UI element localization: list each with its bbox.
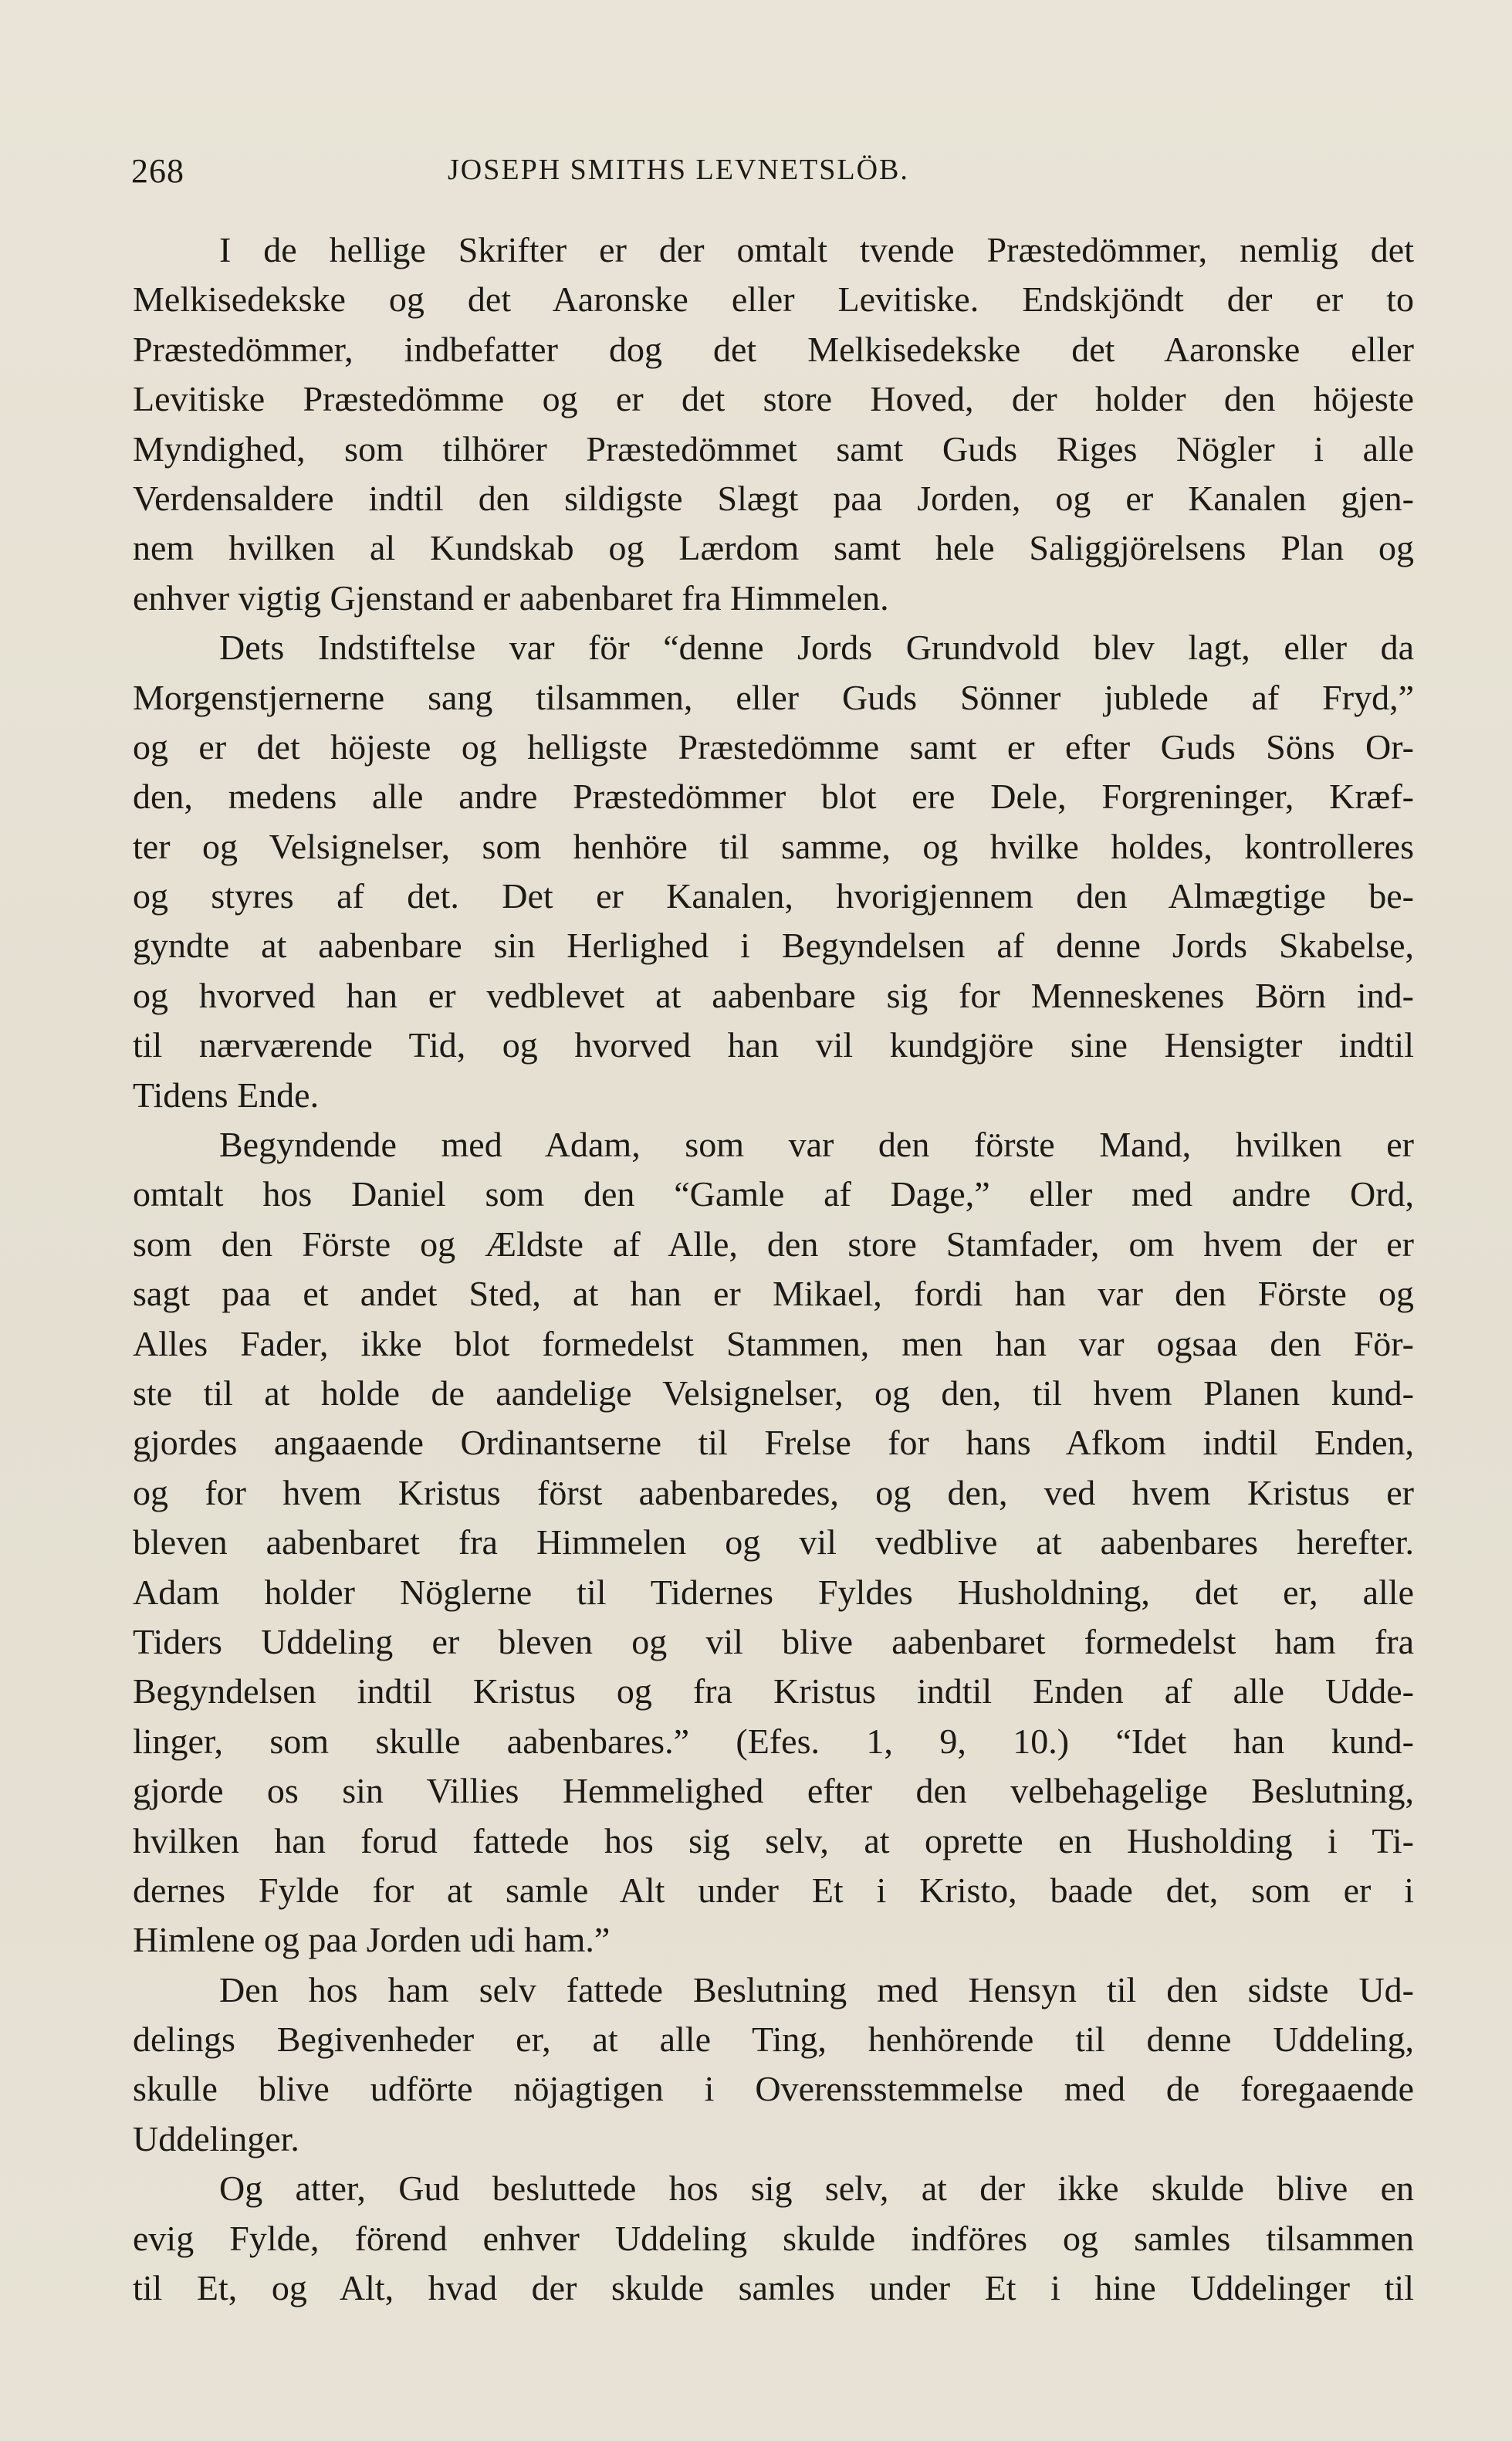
text-line: Himlene og paa Jorden udi ham.” xyxy=(133,1920,611,1960)
page-header xyxy=(131,147,1412,201)
text-line: ste til at holde de aandelige Velsignelser, og den, til hvem Planen kund- xyxy=(133,1373,1414,1413)
text-line: Morgenstjernerne sang tilsammen, eller Guds Sönner jublede af Fryd,” xyxy=(133,677,1414,717)
text-line: og for hvem Kristus först aabenbaredes, og den, ved hvem Kristus er xyxy=(133,1472,1414,1512)
body-text xyxy=(133,225,1414,2313)
text-line: skulle blive udförte nöjagtigen i Overensstemmelse med de foregaaende xyxy=(133,2069,1414,2109)
text-line: Uddelinger. xyxy=(133,2118,299,2158)
text-line: I de hellige Skrifter er der omtalt tvende Præstedömmer, nemlig det xyxy=(219,230,1414,269)
text-line: og hvorved han er vedblevet at aabenbare sig for Menneskenes Börn ind- xyxy=(133,975,1414,1015)
text-line: Verdensaldere indtil den sildigste Slægt paa Jorden, og er Kanalen gjen- xyxy=(133,478,1414,518)
running-title: JOSEPH SMITHS LEVNETSLÖB. xyxy=(448,154,909,186)
text-line: Tiders Uddeling er bleven og vil blive aabenbaret formedelst ham fra xyxy=(133,1621,1414,1661)
text-line: Præstedömmer, indbefatter dog det Melkisedekske det Aaronske eller xyxy=(133,329,1414,369)
text-line: Og atter, Gud besluttede hos sig selv, at der ikke skulde blive en xyxy=(219,2168,1414,2209)
text-line: til Et, og Alt, hvad der skulde samles under Et i hine Uddelinger til xyxy=(133,2268,1414,2308)
page-number: 268 xyxy=(131,152,184,190)
text-line: Begyndende med Adam, som var den förste Mand, hvilken er xyxy=(219,1125,1414,1165)
text-line: evig Fylde, förend enhver Uddeling skulde indföres og samles tilsammen xyxy=(133,2218,1414,2258)
text-line: Myndighed, som tilhörer Præstedömmet samt Guds Riges Nögler i alle xyxy=(133,428,1414,469)
text-line: den, medens alle andre Præstedömmer blot ere Dele, Forgreninger, Kræf- xyxy=(133,777,1414,817)
text-line: nem hvilken al Kundskab og Lærdom samt hele Saliggjörelsens Plan og xyxy=(133,528,1414,568)
text-line: Melkisedekske og det Aaronske eller Levitiske. Endskjöndt der er to xyxy=(133,279,1414,320)
text-line: og styres af det. Det er Kanalen, hvorigjennem den Almægtige be- xyxy=(133,876,1414,916)
text-line: hvilken han forud fattede hos sig selv, at oprette en Husholding i Ti- xyxy=(133,1820,1414,1860)
text-line: Begyndelsen indtil Kristus og fra Kristus indtil Enden af alle Udde- xyxy=(133,1671,1414,1711)
text-line: bleven aabenbaret fra Himmelen og vil vedblive at aabenbares herefter. xyxy=(133,1522,1414,1562)
text-line: til nærværende Tid, og hvorved han vil kundgjöre sine Hensigter indtil xyxy=(133,1025,1414,1065)
text-line: Dets Indstiftelse var för “denne Jords Grundvold blev lagt, eller da xyxy=(219,628,1414,668)
text-line: Alles Fader, ikke blot formedelst Stammen, men han var ogsaa den För- xyxy=(133,1323,1414,1363)
text-line: ter og Velsignelser, som henhöre til samme, og hvilke holdes, kontrolleres xyxy=(133,826,1414,866)
text-line: gjordes angaaende Ordinantserne til Frelse for hans Afkom indtil Enden, xyxy=(133,1423,1414,1463)
text-line: linger, som skulle aabenbares.” (Efes. 1, 9, 10.) “Idet han kund- xyxy=(133,1721,1414,1761)
text-line: omtalt hos Daniel som den “Gamle af Dage,” eller med andre Ord, xyxy=(133,1174,1414,1214)
text-line: dernes Fylde for at samle Alt under Et i Kristo, baade det, som er i xyxy=(133,1870,1414,1910)
text-line: Levitiske Præstedömme og er det store Hoved, der holder den höjeste xyxy=(133,379,1414,419)
text-line: sagt paa et andet Sted, at han er Mikael, fordi han var den Förste og xyxy=(133,1274,1414,1314)
text-line: Tidens Ende. xyxy=(133,1075,320,1115)
text-line: enhver vigtig Gjenstand er aabenbaret fra Himmelen. xyxy=(133,577,889,618)
text-line: gyndte at aabenbare sin Herlighed i Begyndelsen af denne Jords Skabelse, xyxy=(133,926,1414,966)
text-line: gjorde os sin Villies Hemmelighed efter den velbehagelige Beslutning, xyxy=(133,1771,1414,1811)
text-line: delings Begivenheder er, at alle Ting, henhörende til denne Uddeling, xyxy=(133,2019,1414,2060)
text-line: Den hos ham selv fattede Beslutning med Hensyn til den sidste Ud- xyxy=(219,1969,1414,2009)
text-line: som den Förste og Ældste af Alle, den store Stamfader, om hvem der er xyxy=(133,1224,1414,1264)
text-line: og er det höjeste og helligste Præstedömme samt er efter Guds Söns Or- xyxy=(133,726,1414,767)
text-line: Adam holder Nöglerne til Tidernes Fyldes Husholdning, det er, alle xyxy=(133,1572,1414,1612)
